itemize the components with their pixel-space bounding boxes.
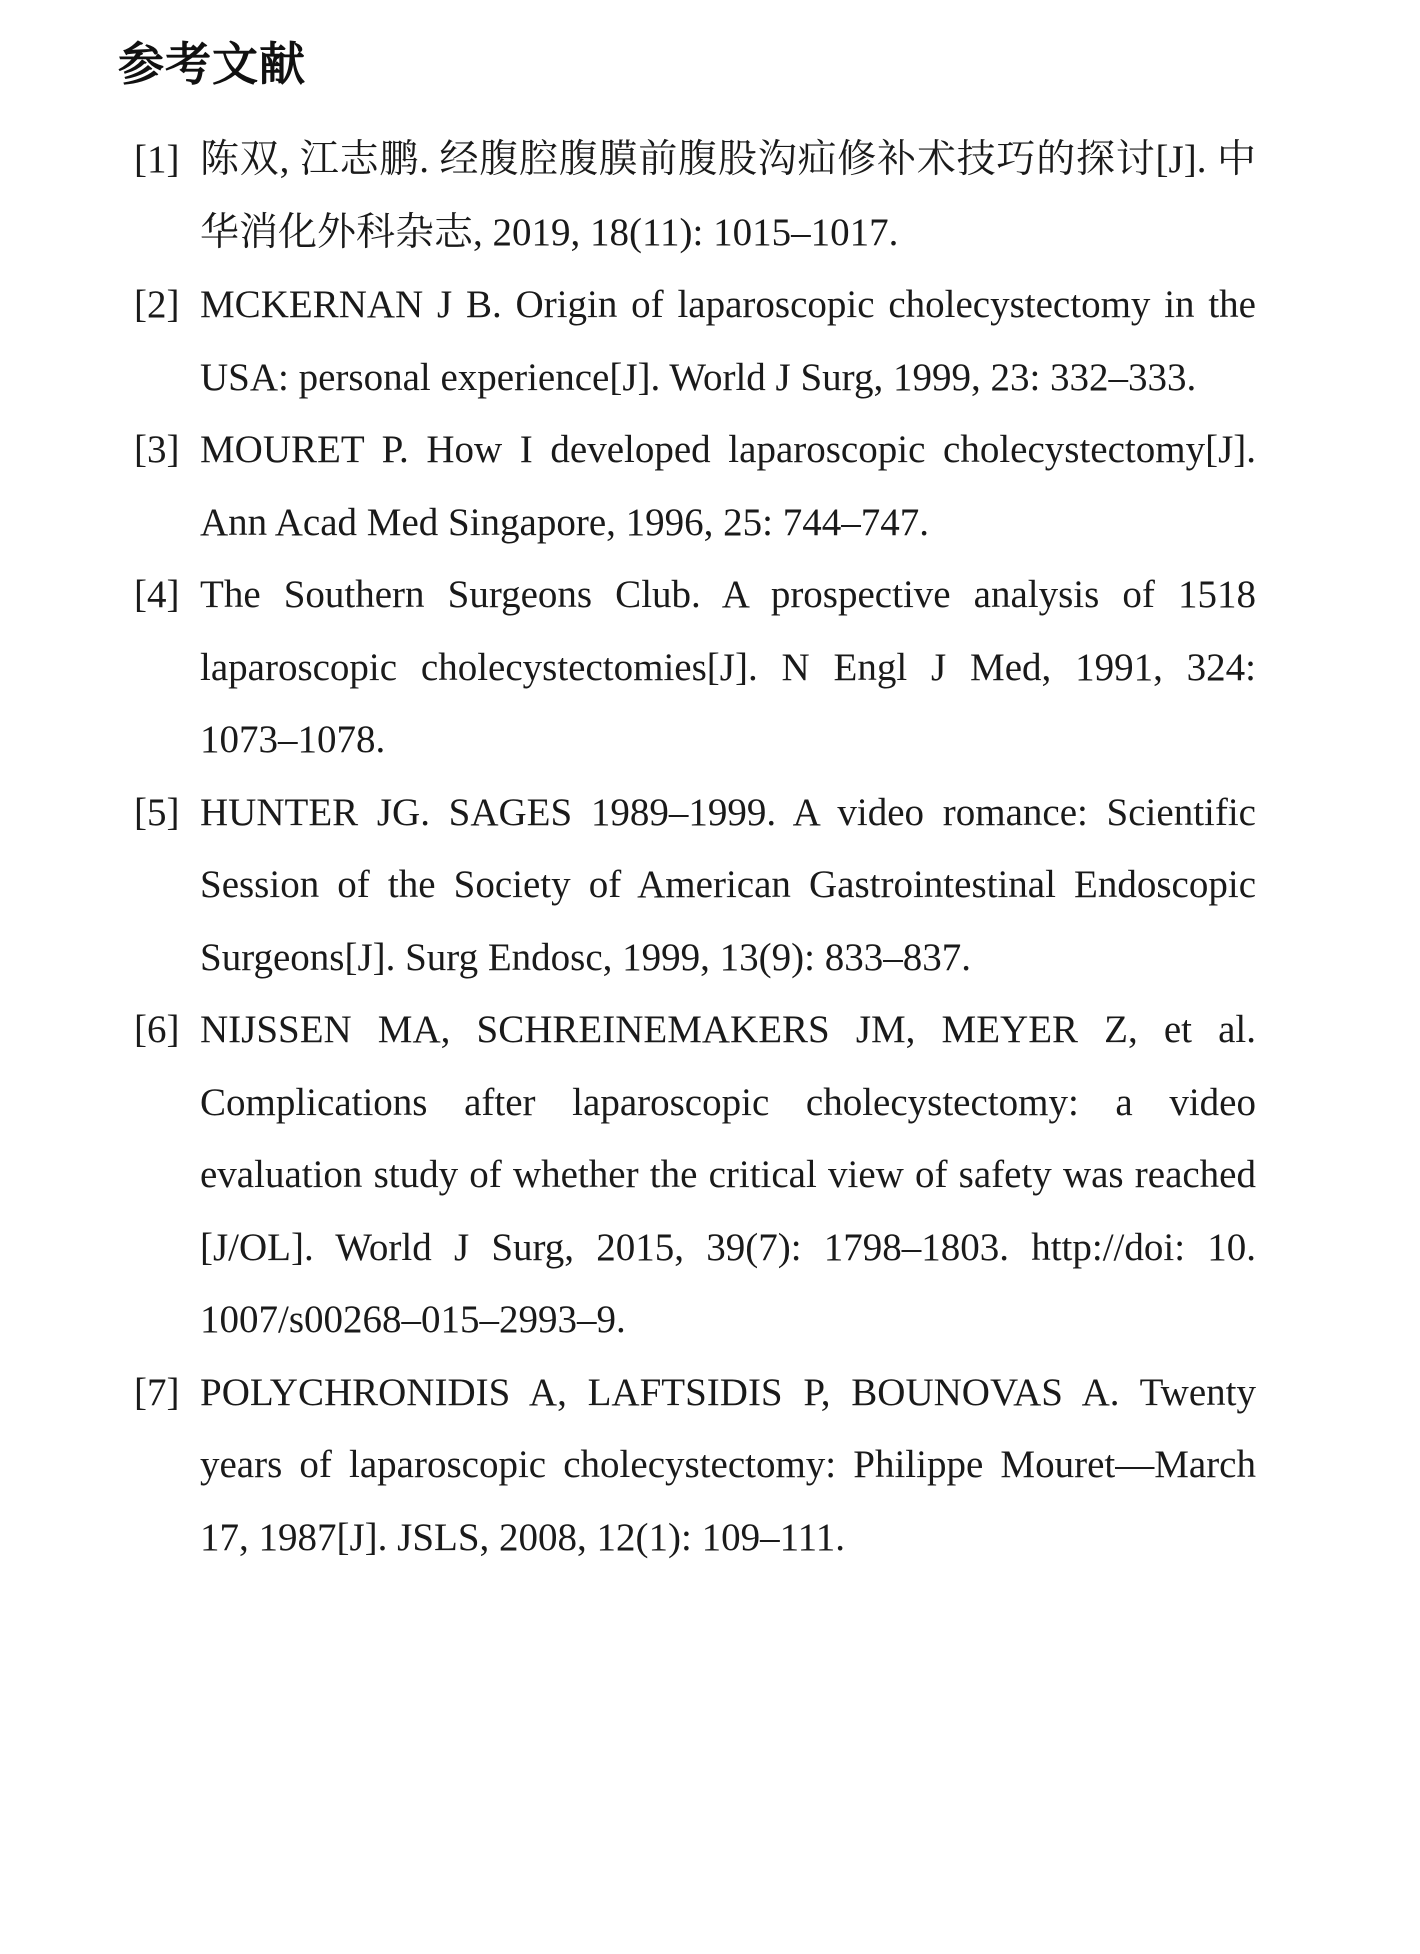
reference-text: MOURET P. How I developed laparoscopic cholecystectomy[J]. Ann Acad Med Singapore, 1996, 25: 744–747. — [200, 428, 1256, 544]
reference-item — [136, 124, 1256, 269]
reference-number: [7] — [134, 1370, 180, 1414]
reference-item — [136, 269, 1256, 414]
reference-item — [136, 777, 1256, 995]
reference-number: [5] — [134, 790, 180, 834]
references-heading: 参考文献 — [118, 37, 306, 91]
reference-number: [4] — [134, 573, 180, 616]
reference-item — [136, 559, 1256, 777]
reference-list — [136, 124, 1256, 1574]
reference-text: HUNTER JG. SAGES 1989–1999. A video romance: Scientific Session of the Society of American Gastrointestinal Endoscopic Surgeons[J]. Surg Endosc, 1999, 13(9): 833–837. — [200, 790, 1256, 979]
reference-item — [136, 1357, 1256, 1575]
reference-item — [136, 994, 1256, 1357]
reference-number: [3] — [134, 428, 180, 471]
reference-text: The Southern Surgeons Club. A prospective analysis of 1518 laparoscopic cholecystectomies[J]. N Engl J Med, 1991, 324: 1073–1078. — [200, 573, 1256, 761]
reference-number: [2] — [134, 283, 180, 326]
reference-text: 陈双, 江志鹏. 经腹腔腹膜前腹股沟疝修补术技巧的探讨[J]. 中华消化外科杂志, 2019, 18(11): 1015–1017. — [200, 138, 1256, 254]
reference-number: [1] — [134, 138, 180, 181]
reference-text: POLYCHRONIDIS A, LAFTSIDIS P, BOUNOVAS A. Twenty years of laparoscopic cholecystectomy: Philippe Mouret––March 17, 1987[J]. JSLS, 2008, 12(1): 109–111. — [200, 1370, 1256, 1559]
reference-text: MCKERNAN J B. Origin of laparoscopic cholecystectomy in the USA: personal experience[J]. World J Surg, 1999, 23: 332–333. — [200, 283, 1256, 399]
reference-number: [6] — [134, 1008, 180, 1051]
reference-text: NIJSSEN MA, SCHREINEMAKERS JM, MEYER Z, et al. Complications after laparoscopic cholecystectomy: a video evaluation study of whether the critical view of safety was reached [J/OL]. World J Surg, 2015, 39(7): 1798–1803. http://doi: 10. 1007/s00268–015–2993–9. — [200, 1008, 1256, 1341]
reference-item — [136, 414, 1256, 559]
